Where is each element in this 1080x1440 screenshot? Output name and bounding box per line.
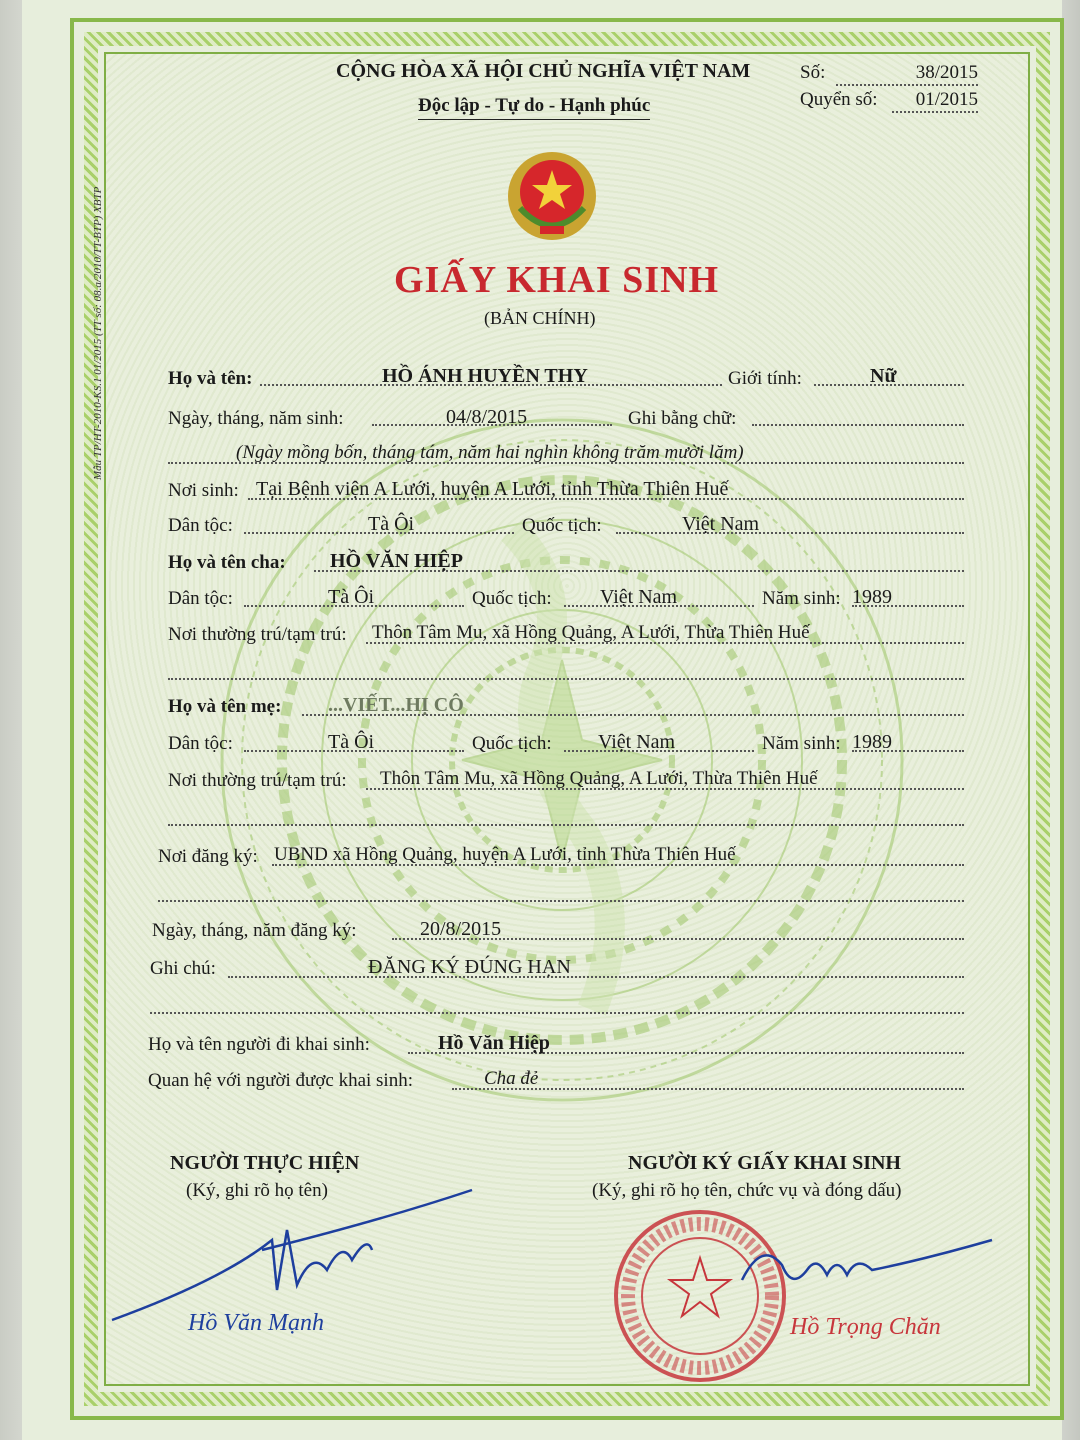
national-emblem-icon: [502, 148, 602, 248]
birth-certificate: [22, 0, 1062, 1440]
document-title: GIẤY KHAI SINH: [394, 259, 720, 301]
child-nationality-label: Quốc tịch:: [522, 515, 602, 536]
pob-label: Nơi sinh:: [168, 480, 239, 501]
mother-residence-label: Nơi thường trú/tạm trú:: [168, 770, 347, 791]
dob-label: Ngày, tháng, năm sinh:: [168, 408, 344, 429]
father-name: HỒ VĂN HIỆP: [330, 550, 463, 572]
dotted-line: [168, 676, 964, 680]
father-residence: Thôn Tâm Mu, xã Hồng Quảng, A Lưới, Thừa Thiên Huế: [372, 622, 810, 643]
declarant-name: Hồ Văn Hiệp: [438, 1032, 550, 1054]
mother-residence: Thôn Tâm Mu, xã Hồng Quảng, A Lưới, Thừa Thiên Huế: [380, 768, 818, 789]
child-dob-words: (Ngày mồng bốn, tháng tám, năm hai nghìn không trăm mười lăm): [236, 442, 744, 463]
dotted-line: [228, 974, 964, 978]
declarant-name-label: Họ và tên người đi khai sinh:: [148, 1034, 370, 1055]
declarant-relation: Cha đẻ: [484, 1068, 539, 1089]
child-ethnicity: Tà Ôi: [368, 513, 415, 535]
father-ethnicity-label: Dân tộc:: [168, 588, 233, 609]
quyen-value: 01/2015: [892, 89, 978, 113]
dotted-line: [616, 530, 964, 534]
child-pob: Tại Bệnh viện A Lưới, huyện A Lưới, tỉnh Thừa Thiên Huế: [256, 478, 729, 500]
father-nationality-label: Quốc tịch:: [472, 588, 552, 609]
child-ethnicity-label: Dân tộc:: [168, 515, 233, 536]
left-signer-name: Hồ Văn Mạnh: [188, 1310, 324, 1336]
right-signature-icon: [722, 1220, 1002, 1320]
right-signer-title: NGƯỜI KÝ GIẤY KHAI SINH: [628, 1152, 901, 1174]
registration-place-label: Nơi đăng ký:: [158, 846, 258, 867]
child-dob: 04/8/2015: [446, 406, 528, 428]
form-code: Mẫu TP/HT-2010-KS.1 01/2015 (TT số: 08.a/2010/TT-BTP) XBTP: [92, 186, 104, 480]
father-birth-year-label: Năm sinh:: [762, 588, 841, 609]
registration-note: ĐĂNG KÝ ĐÚNG HẠN: [368, 956, 571, 978]
child-name: HỒ ÁNH HUYỀN THY: [382, 365, 588, 387]
note-label: Ghi chú:: [150, 958, 216, 979]
dotted-line: [168, 822, 964, 826]
dotted-line: [752, 422, 964, 426]
father-nationality: Việt Nam: [600, 586, 678, 608]
mother-ethnicity-label: Dân tộc:: [168, 733, 233, 754]
father-name-label: Họ và tên cha:: [168, 552, 286, 573]
so-value: 38/2015: [836, 62, 978, 86]
dotted-line: [158, 898, 964, 902]
left-signer-title: NGƯỜI THỰC HIỆN: [170, 1152, 360, 1174]
child-sex: Nữ: [870, 365, 897, 387]
sex-label: Giới tính:: [728, 368, 802, 389]
document-subtitle: (BẢN CHÍNH): [484, 308, 596, 328]
mother-birth-year-label: Năm sinh:: [762, 733, 841, 754]
mother-nationality: Việt Nam: [598, 731, 676, 753]
mother-ethnicity: Tà Ôi: [328, 731, 375, 753]
father-birth-year: 1989: [852, 586, 892, 608]
mother-nationality-label: Quốc tịch:: [472, 733, 552, 754]
national-motto: Độc lập - Tự do - Hạnh phúc: [418, 95, 650, 120]
right-signer-name: Hồ Trọng Chăn: [790, 1314, 941, 1340]
dotted-line: [150, 1010, 964, 1014]
so-label: Số:: [800, 62, 826, 83]
child-name-label: Họ và tên:: [168, 368, 253, 389]
registration-place: UBND xã Hồng Quảng, huyện A Lưới, tỉnh Thừa Thiên Huế: [274, 844, 736, 865]
child-nationality: Việt Nam: [682, 513, 760, 535]
registration-date-label: Ngày, tháng, năm đăng ký:: [152, 920, 357, 941]
dob-words-label: Ghi bằng chữ:: [628, 408, 737, 429]
father-residence-label: Nơi thường trú/tạm trú:: [168, 624, 347, 645]
declarant-relation-label: Quan hệ với người được khai sinh:: [148, 1070, 413, 1091]
left-signer-instruction: (Ký, ghi rõ họ tên): [186, 1180, 328, 1201]
mother-birth-year: 1989: [852, 731, 892, 753]
right-signer-instruction: (Ký, ghi rõ họ tên, chức vụ và đóng dấu): [592, 1180, 902, 1201]
father-ethnicity: Tà Ôi: [328, 586, 375, 608]
mother-name-label: Họ và tên mẹ:: [168, 696, 282, 717]
mother-name: ...VIẾT...HỊ CÔ: [328, 694, 464, 716]
registration-date: 20/8/2015: [420, 918, 502, 940]
quyen-label: Quyển số:: [800, 89, 878, 110]
country-name: CỘNG HÒA XÃ HỘI CHỦ NGHĨA VIỆT NAM: [336, 60, 751, 82]
